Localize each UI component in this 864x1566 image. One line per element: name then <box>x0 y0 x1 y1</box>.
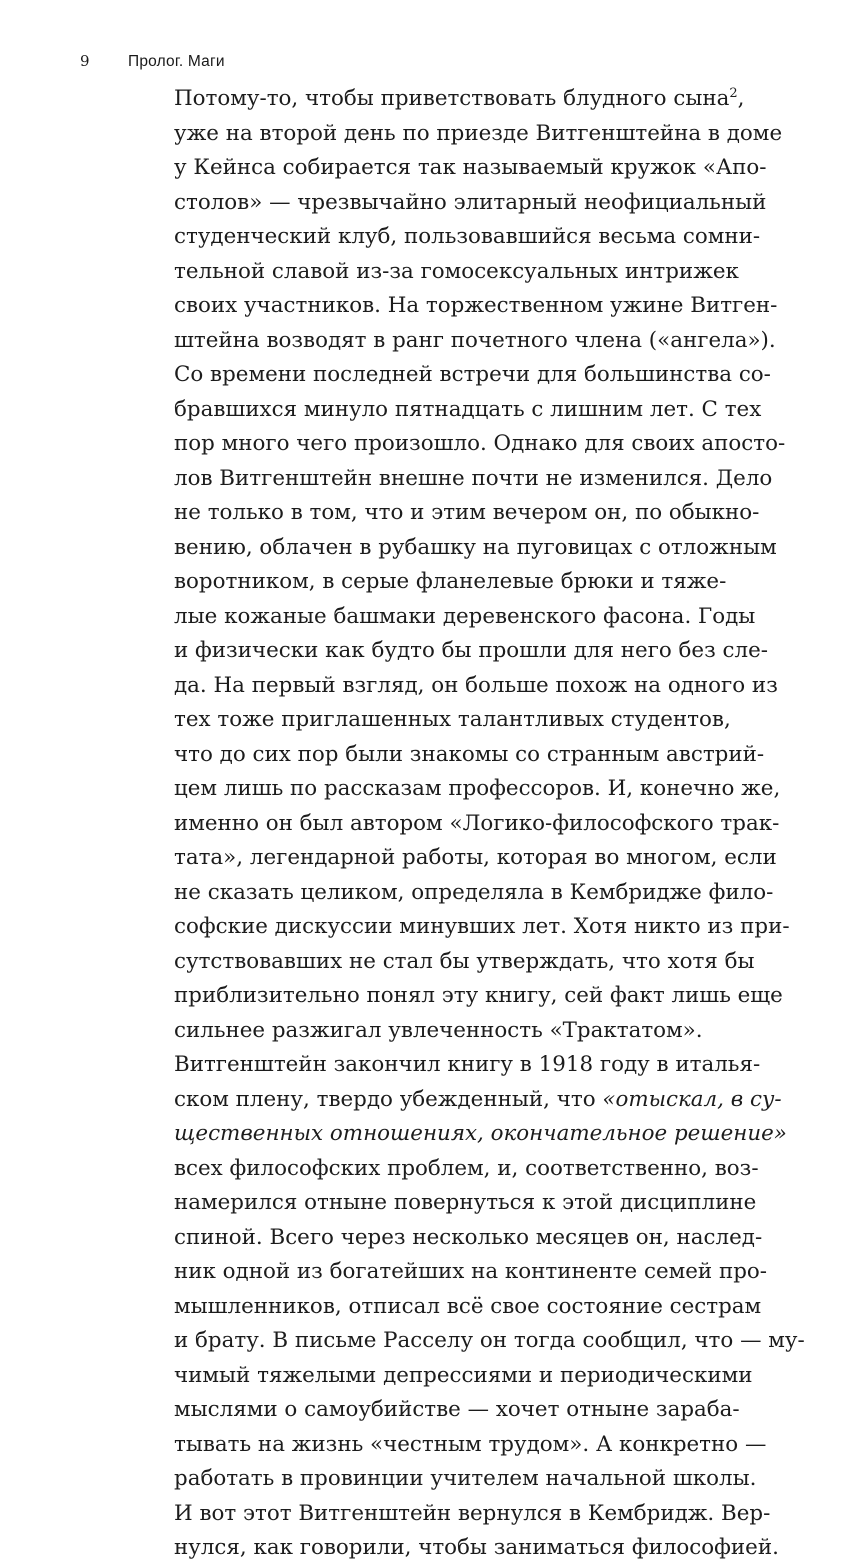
text-line <box>174 979 783 1014</box>
text-run: работать в провинции учителем начальной школы. <box>174 1466 757 1491</box>
body-text <box>174 82 805 1566</box>
text-line <box>174 1152 759 1187</box>
text-line <box>174 565 727 600</box>
text-line <box>174 1324 805 1359</box>
text-run: не сказать целиком, определяла в Кембридже фило- <box>174 879 774 905</box>
text-line <box>174 255 739 290</box>
text-run: своих участников. На торжественном ужине Витген- <box>174 293 778 318</box>
text-run: намерился отныне повернуться к этой дисциплине <box>174 1190 757 1215</box>
text-line <box>174 324 776 359</box>
text-run: , <box>737 86 745 111</box>
text-run: Потому-то, чтобы приветствовать блудного сына <box>174 86 730 111</box>
text-line <box>174 807 780 842</box>
text-line <box>174 186 767 221</box>
italic-quote: щественных отношениях, окончательное решение» <box>174 1121 787 1146</box>
text-line <box>174 841 777 876</box>
text-line <box>174 1221 763 1256</box>
text-run: ник одной из богатейших на континенте семей про- <box>174 1259 768 1284</box>
text-line <box>174 738 765 773</box>
text-run: лые кожаные башмаки деревенского фасона. Годы <box>174 603 756 629</box>
text-line <box>174 876 774 911</box>
text-run: именно он был автором «Логико-философского трак- <box>174 810 780 836</box>
text-run: И вот этот Витгенштейн вернулся в Кембридж. Вер- <box>174 1500 771 1526</box>
text-run: и физически как будто бы прошли для него без сле- <box>174 638 768 663</box>
text-run: тата», легендарной работы, которая во многом, если <box>174 845 777 870</box>
text-run: не только в том, что и этим вечером он, по обыкно- <box>174 500 760 525</box>
text-run: тельной славой из-за гомосексуальных интрижек <box>174 258 739 284</box>
text-run: Со времени последней встречи для большинства со- <box>174 362 771 387</box>
text-line <box>174 82 745 117</box>
text-line <box>174 634 768 669</box>
section-title: Пролог. Маги <box>128 53 225 70</box>
text-run: столов» — чрезвычайно элитарный неофициальный <box>174 189 767 215</box>
text-run: вению, облачен в рубашку на пуговицах с отложным <box>174 534 777 560</box>
text-line <box>174 427 786 462</box>
text-run: студенческий клуб, пользовавшийся весьма сомни- <box>174 224 761 249</box>
text-line <box>174 220 761 255</box>
page-number: 9 <box>80 52 90 70</box>
text-line <box>174 1497 771 1532</box>
text-line <box>174 1531 779 1566</box>
text-run: уже на второй день по приезде Витгенштейна в доме <box>174 120 783 146</box>
text-line <box>174 1014 712 1049</box>
text-line <box>174 910 790 945</box>
text-run: мышленников, отписал всё свое состояние сестрам <box>174 1293 762 1319</box>
text-run: пор много чего произошло. Однако для своих апосто- <box>174 431 786 456</box>
text-line <box>174 1255 768 1290</box>
text-run: воротником, в серые фланелевые брюки и тяже- <box>174 569 727 594</box>
text-run: тех тоже приглашенных талантливых студентов, <box>174 707 731 732</box>
text-run: Витгенштейн закончил книгу в 1918 году в италья- <box>174 1052 761 1077</box>
text-run: мыслями о самоубийстве — хочет отныне зараба- <box>174 1397 740 1422</box>
text-line <box>174 289 778 324</box>
text-run: лов Витгенштейн внешне почти не изменился. Дело <box>174 465 773 491</box>
text-run: софские дискуссии минувших лет. Хотя никто из при- <box>174 914 790 939</box>
text-run: сутствовавших не стал бы утверждать, что хотя бы <box>174 948 755 974</box>
text-line <box>174 772 781 807</box>
text-run: всех философских проблем, и, соответственно, воз- <box>174 1155 759 1181</box>
text-run: у Кейнса собирается так называемый кружок «Апо- <box>174 155 767 180</box>
text-run: цем лишь по рассказам профессоров. И, конечно же, <box>174 776 781 801</box>
text-line <box>174 1290 762 1325</box>
text-line <box>174 531 777 566</box>
text-run: ском плену, твердо убежденный, что <box>174 1086 603 1112</box>
text-run: что до сих пор были знакомы со странным австрий- <box>174 741 765 767</box>
text-line <box>174 462 773 497</box>
text-line <box>174 393 762 428</box>
footnote-ref: 2 <box>729 86 738 101</box>
text-run: штейна возводят в ранг почетного члена («ангела»). <box>174 327 776 353</box>
italic-quote: «отыскал, в су- <box>602 1086 782 1112</box>
text-run: бравшихся минуло пятнадцать с лишним лет. С тех <box>174 396 762 422</box>
text-line <box>174 1462 757 1497</box>
text-line <box>174 1359 753 1394</box>
text-run: тывать на жизнь «честным трудом». А конкретно — <box>174 1431 767 1457</box>
text-line <box>174 600 756 635</box>
text-run: сильнее разжигал увлеченность «Трактатом». <box>174 1017 703 1043</box>
text-line <box>174 151 767 186</box>
text-run: приблизительно понял эту книгу, сей факт лишь еще <box>174 983 783 1008</box>
text-line <box>174 1186 757 1221</box>
text-line <box>174 669 778 704</box>
text-line <box>174 1117 787 1152</box>
running-head <box>80 52 225 76</box>
text-line <box>174 703 731 738</box>
text-run: да. На первый взгляд, он больше похож на одного из <box>174 672 778 698</box>
text-line <box>174 1393 740 1428</box>
text-line <box>174 945 755 980</box>
text-line <box>174 1083 782 1118</box>
text-line <box>174 117 783 152</box>
text-line <box>174 1048 761 1083</box>
text-run: спиной. Всего через несколько месяцев он, наслед- <box>174 1224 763 1250</box>
text-run: чимый тяжелыми депрессиями и периодическими <box>174 1362 753 1388</box>
text-line <box>174 1428 767 1463</box>
text-run: и брату. В письме Расселу он тогда сообщил, что — му- <box>174 1328 805 1353</box>
text-line <box>174 358 771 393</box>
text-line <box>174 496 760 531</box>
text-run: нулся, как говорили, чтобы заниматься философией. <box>174 1535 779 1560</box>
